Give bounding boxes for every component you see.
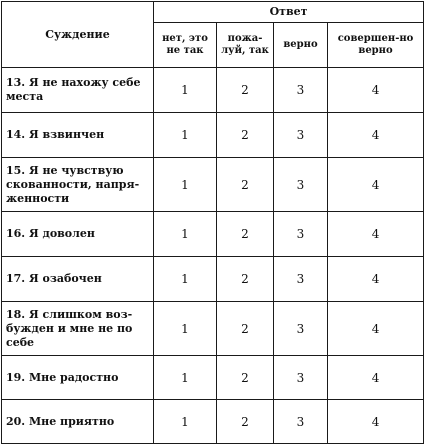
answer-option-cell[interactable]: 1 bbox=[154, 356, 217, 400]
statement-cell: 16. Я доволен bbox=[2, 212, 154, 257]
answer-option-cell[interactable]: 4 bbox=[328, 356, 424, 400]
answer-option-cell[interactable]: 1 bbox=[154, 257, 217, 302]
answer-option-cell[interactable]: 3 bbox=[274, 356, 328, 400]
answer-option-cell[interactable]: 1 bbox=[154, 113, 217, 158]
statement-cell: 15. Я не чувствую скованности, напря-женности bbox=[2, 158, 154, 212]
answer-option-cell[interactable]: 2 bbox=[217, 257, 274, 302]
statement-cell: 17. Я озабочен bbox=[2, 257, 154, 302]
answer-option-cell[interactable]: 1 bbox=[154, 400, 217, 444]
questionnaire-table-container bbox=[1, 1, 423, 447]
statement-cell: 19. Мне радостно bbox=[2, 356, 154, 400]
statement-column-header: Суждение bbox=[2, 2, 154, 68]
table-row bbox=[2, 356, 424, 400]
answer-option-cell[interactable]: 3 bbox=[274, 302, 328, 356]
answer-option-cell[interactable]: 2 bbox=[217, 400, 274, 444]
table-row bbox=[2, 158, 424, 212]
answer-option-cell[interactable]: 3 bbox=[274, 113, 328, 158]
answer-option-cell[interactable]: 4 bbox=[328, 400, 424, 444]
answer-option-cell[interactable]: 3 bbox=[274, 68, 328, 113]
answer-option-cell[interactable]: 2 bbox=[217, 302, 274, 356]
answer-option-cell[interactable]: 1 bbox=[154, 212, 217, 257]
answer-option-cell[interactable]: 1 bbox=[154, 68, 217, 113]
table-row bbox=[2, 302, 424, 356]
answer-option-cell[interactable]: 4 bbox=[328, 302, 424, 356]
table-row bbox=[2, 257, 424, 302]
option-header-quite-true: совершен-но верно bbox=[328, 23, 424, 68]
answer-option-cell[interactable]: 4 bbox=[328, 113, 424, 158]
option-header-not-so: нет, это не так bbox=[154, 23, 217, 68]
statement-cell: 14. Я взвинчен bbox=[2, 113, 154, 158]
statement-cell: 18. Я слишком воз-бужден и мне не по себе bbox=[2, 302, 154, 356]
option-header-perhaps-so: пожа-луй, так bbox=[217, 23, 274, 68]
answer-option-cell[interactable]: 3 bbox=[274, 212, 328, 257]
answer-option-cell[interactable]: 2 bbox=[217, 68, 274, 113]
table-row bbox=[2, 400, 424, 444]
table-row bbox=[2, 68, 424, 113]
table-row bbox=[2, 113, 424, 158]
answer-option-cell[interactable]: 1 bbox=[154, 302, 217, 356]
table-row bbox=[2, 212, 424, 257]
answer-option-cell[interactable]: 2 bbox=[217, 113, 274, 158]
statement-cell: 20. Мне приятно bbox=[2, 400, 154, 444]
statement-cell: 13. Я не нахожу себе места bbox=[2, 68, 154, 113]
answer-option-cell[interactable]: 4 bbox=[328, 212, 424, 257]
answer-option-cell[interactable]: 1 bbox=[154, 158, 217, 212]
answer-option-cell[interactable]: 3 bbox=[274, 400, 328, 444]
answer-option-cell[interactable]: 4 bbox=[328, 257, 424, 302]
answer-column-header: Ответ bbox=[154, 2, 424, 23]
answer-option-cell[interactable]: 2 bbox=[217, 212, 274, 257]
questionnaire-table bbox=[1, 1, 424, 444]
answer-option-cell[interactable]: 4 bbox=[328, 68, 424, 113]
option-header-true: верно bbox=[274, 23, 328, 68]
answer-option-cell[interactable]: 3 bbox=[274, 257, 328, 302]
answer-option-cell[interactable]: 3 bbox=[274, 158, 328, 212]
answer-option-cell[interactable]: 2 bbox=[217, 158, 274, 212]
answer-option-cell[interactable]: 2 bbox=[217, 356, 274, 400]
answer-option-cell[interactable]: 4 bbox=[328, 158, 424, 212]
